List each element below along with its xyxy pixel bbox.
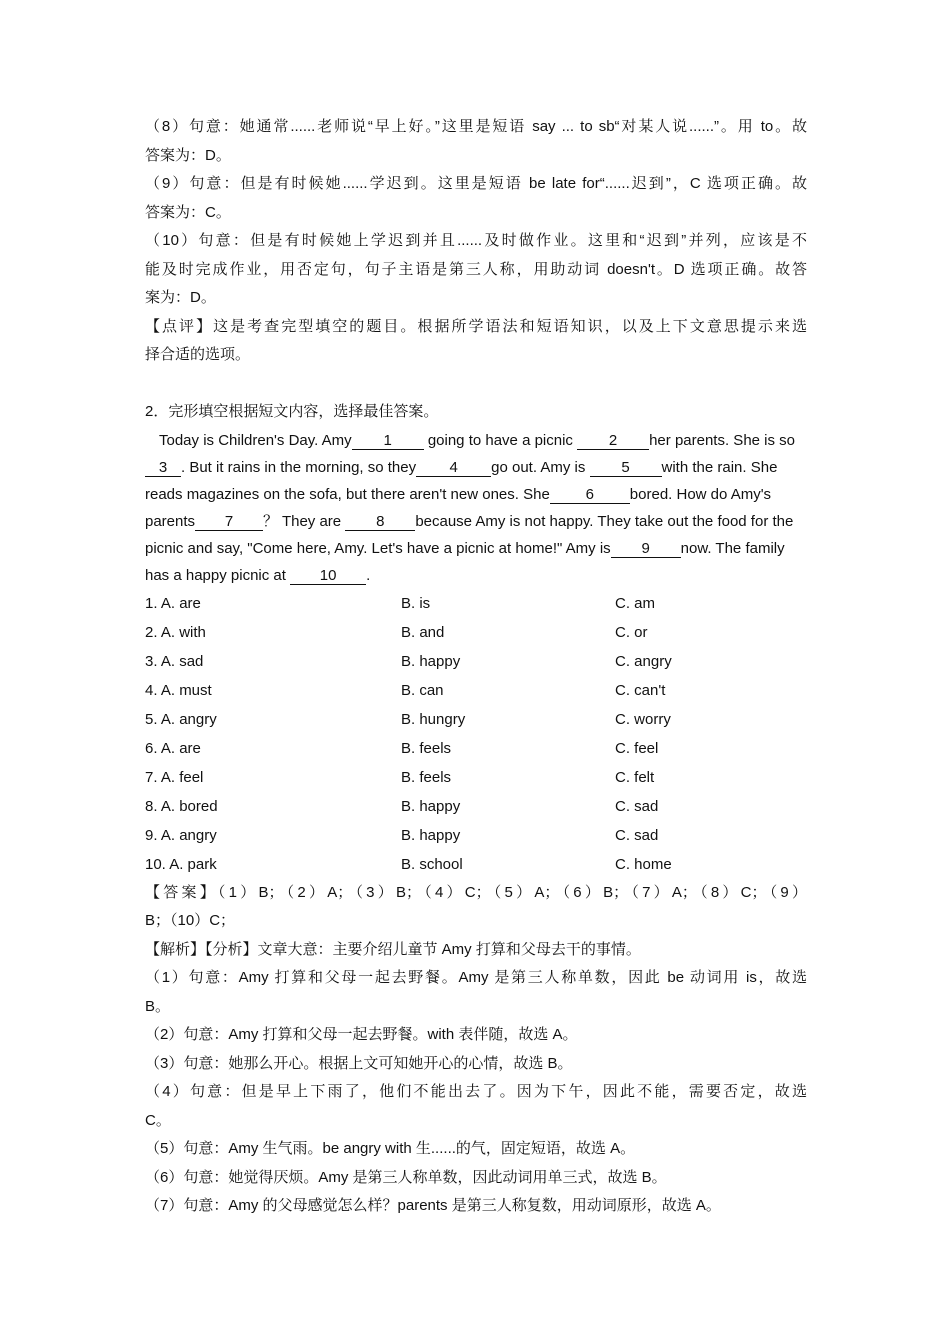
option-3b: B. happy bbox=[401, 652, 461, 670]
option-1c: C. am bbox=[615, 594, 656, 612]
option-5b: B. hungry bbox=[401, 710, 466, 728]
option-2c: C. or bbox=[615, 623, 648, 641]
option-9a: 9. A. angry bbox=[145, 826, 217, 844]
blank-5: 5 bbox=[590, 460, 662, 477]
blank-7: 7 bbox=[195, 514, 263, 531]
cloze-passage bbox=[145, 427, 807, 589]
option-8a: 8. A. bored bbox=[145, 797, 218, 815]
analysis-4-line1: （4）句意：但是早上下雨了，他们不能出去了。因为下午，因此不能，需要否定，故选 bbox=[145, 1083, 807, 1100]
option-4b: B. can bbox=[401, 681, 444, 699]
blank-6: 6 bbox=[550, 487, 630, 504]
passage-line2: 3 . But it rains in the morning, so they 4 go out. Amy is 5 with the rain. She bbox=[145, 454, 807, 481]
blank-8: 8 bbox=[345, 514, 415, 531]
option-8b: B. happy bbox=[401, 797, 461, 815]
option-7a: 7. A. feel bbox=[145, 768, 204, 786]
option-3c: C. angry bbox=[615, 652, 672, 670]
option-4a: 4. A. must bbox=[145, 681, 212, 699]
q10-explanation-line3: 案为：D。 bbox=[145, 289, 216, 306]
blank-10: 10 bbox=[290, 568, 366, 585]
option-9c: C. sad bbox=[615, 826, 659, 844]
option-7c: C. felt bbox=[615, 768, 655, 786]
blank-3: 3 bbox=[145, 460, 181, 477]
blank-4: 4 bbox=[416, 460, 491, 477]
comment-line1: 【点评】这是考查完型填空的题目。根据所学语法和短语知识，以及上下文意思提示来选 bbox=[145, 317, 807, 335]
passage-line3: reads magazines on the sofa, but there aren't new ones. She 6 bored. How do Amy's bbox=[145, 485, 772, 503]
passage-line5: picnic and say, "Come here, Amy. Let's have a picnic at home!" Amy is 9 now. The family bbox=[145, 539, 785, 557]
option-1b: B. is bbox=[401, 594, 431, 612]
section-gap bbox=[145, 370, 807, 399]
passage-line1: Today is Children's Day. Amy 1 going to have a picnic 2 her parents. She is so bbox=[159, 431, 796, 449]
option-2a: 2. A. with bbox=[145, 623, 206, 641]
option-9b: B. happy bbox=[401, 826, 461, 844]
q8-explanation-line1: （8）句意：她通常......老师说“早上好。”这里是短语 say ... to sb“对某人说......”。用 to。故 bbox=[145, 118, 807, 135]
option-10a: 10. A. park bbox=[145, 855, 217, 873]
options-table bbox=[145, 589, 807, 879]
answer-line1: 【答案】（1）B；（2）A；（3）B；（4）C；（5）A；（6）B；（7）A；（8）C；（9） bbox=[145, 883, 807, 901]
option-10b: B. school bbox=[401, 855, 463, 873]
option-7b: B. feels bbox=[401, 768, 452, 786]
blank-1: 1 bbox=[352, 433, 424, 450]
option-1a: 1. A. are bbox=[145, 594, 201, 612]
blank-2: 2 bbox=[577, 433, 649, 450]
option-4c: C. can't bbox=[615, 681, 666, 699]
q10-explanation-line1: （10）句意：但是有时候她上学迟到并且......及时做作业。这里和“迟到”并列，应该是不 bbox=[145, 232, 807, 249]
answer-line2: B；（10）C； bbox=[145, 912, 236, 929]
question2-title: 2．完形填空根据短文内容，选择最佳答案。 bbox=[145, 403, 439, 420]
analysis-2: （2）句意：Amy 打算和父母一起去野餐。with 表伴随，故选 A。 bbox=[145, 1026, 578, 1043]
option-6b: B. feels bbox=[401, 739, 452, 757]
analysis-7: （7）句意：Amy 的父母感觉怎么样？parents 是第三人称复数，用动词原形，故选 A。 bbox=[145, 1197, 721, 1214]
analysis-summary: 【解析】【分析】文章大意：主要介绍儿童节 Amy 打算和父母去干的事情。 bbox=[145, 940, 641, 958]
analysis-1-line2: B。 bbox=[145, 997, 171, 1015]
option-6a: 6. A. are bbox=[145, 739, 201, 757]
passage-line6: has a happy picnic at 10 . bbox=[145, 566, 371, 584]
analysis-4-line2: C。 bbox=[145, 1111, 171, 1129]
q8-explanation-line2: 答案为：D。 bbox=[145, 146, 231, 164]
analysis-1-line1: （1）句意：Amy 打算和父母一起去野餐。Amy 是第三人称单数，因此 be 动词用 is，故选 bbox=[145, 969, 807, 986]
option-5c: C. worry bbox=[615, 710, 671, 728]
blank-9: 9 bbox=[611, 541, 681, 558]
option-8c: C. sad bbox=[615, 797, 659, 815]
option-6c: C. feel bbox=[615, 739, 659, 757]
analysis-5: （5）句意：Amy 生气雨。be angry with 生......的气，固定短语，故选 A。 bbox=[145, 1140, 636, 1157]
analysis-3: （3）句意：她那么开心。根据上文可知她开心的心情，故选 B。 bbox=[145, 1054, 573, 1072]
q9-explanation-line2: 答案为：C。 bbox=[145, 203, 231, 221]
analysis-6: （6）句意：她觉得厌烦。Amy 是第三人称单数，因此动词用单三式，故选 B。 bbox=[145, 1168, 667, 1186]
option-3a: 3. A. sad bbox=[145, 652, 204, 670]
option-5a: 5. A. angry bbox=[145, 710, 217, 728]
passage-line4: parents 7 ？ They are 8 because Amy is not happy. They take out the food for the bbox=[145, 512, 794, 530]
option-10c: C. home bbox=[615, 855, 672, 873]
option-2b: B. and bbox=[401, 623, 445, 641]
comment-line2: 择合适的选项。 bbox=[145, 346, 251, 363]
page-content bbox=[145, 113, 807, 1221]
q10-explanation-line2: 能及时完成作业，用否定句，句子主语是第三人称，用助动词 doesn't。D 选项正确。故答 bbox=[145, 260, 807, 278]
q9-explanation-line1: （9）句意：但是有时候她......学迟到。这里是短语 be late for“......迟到”，C 选项正确。故 bbox=[145, 175, 807, 192]
